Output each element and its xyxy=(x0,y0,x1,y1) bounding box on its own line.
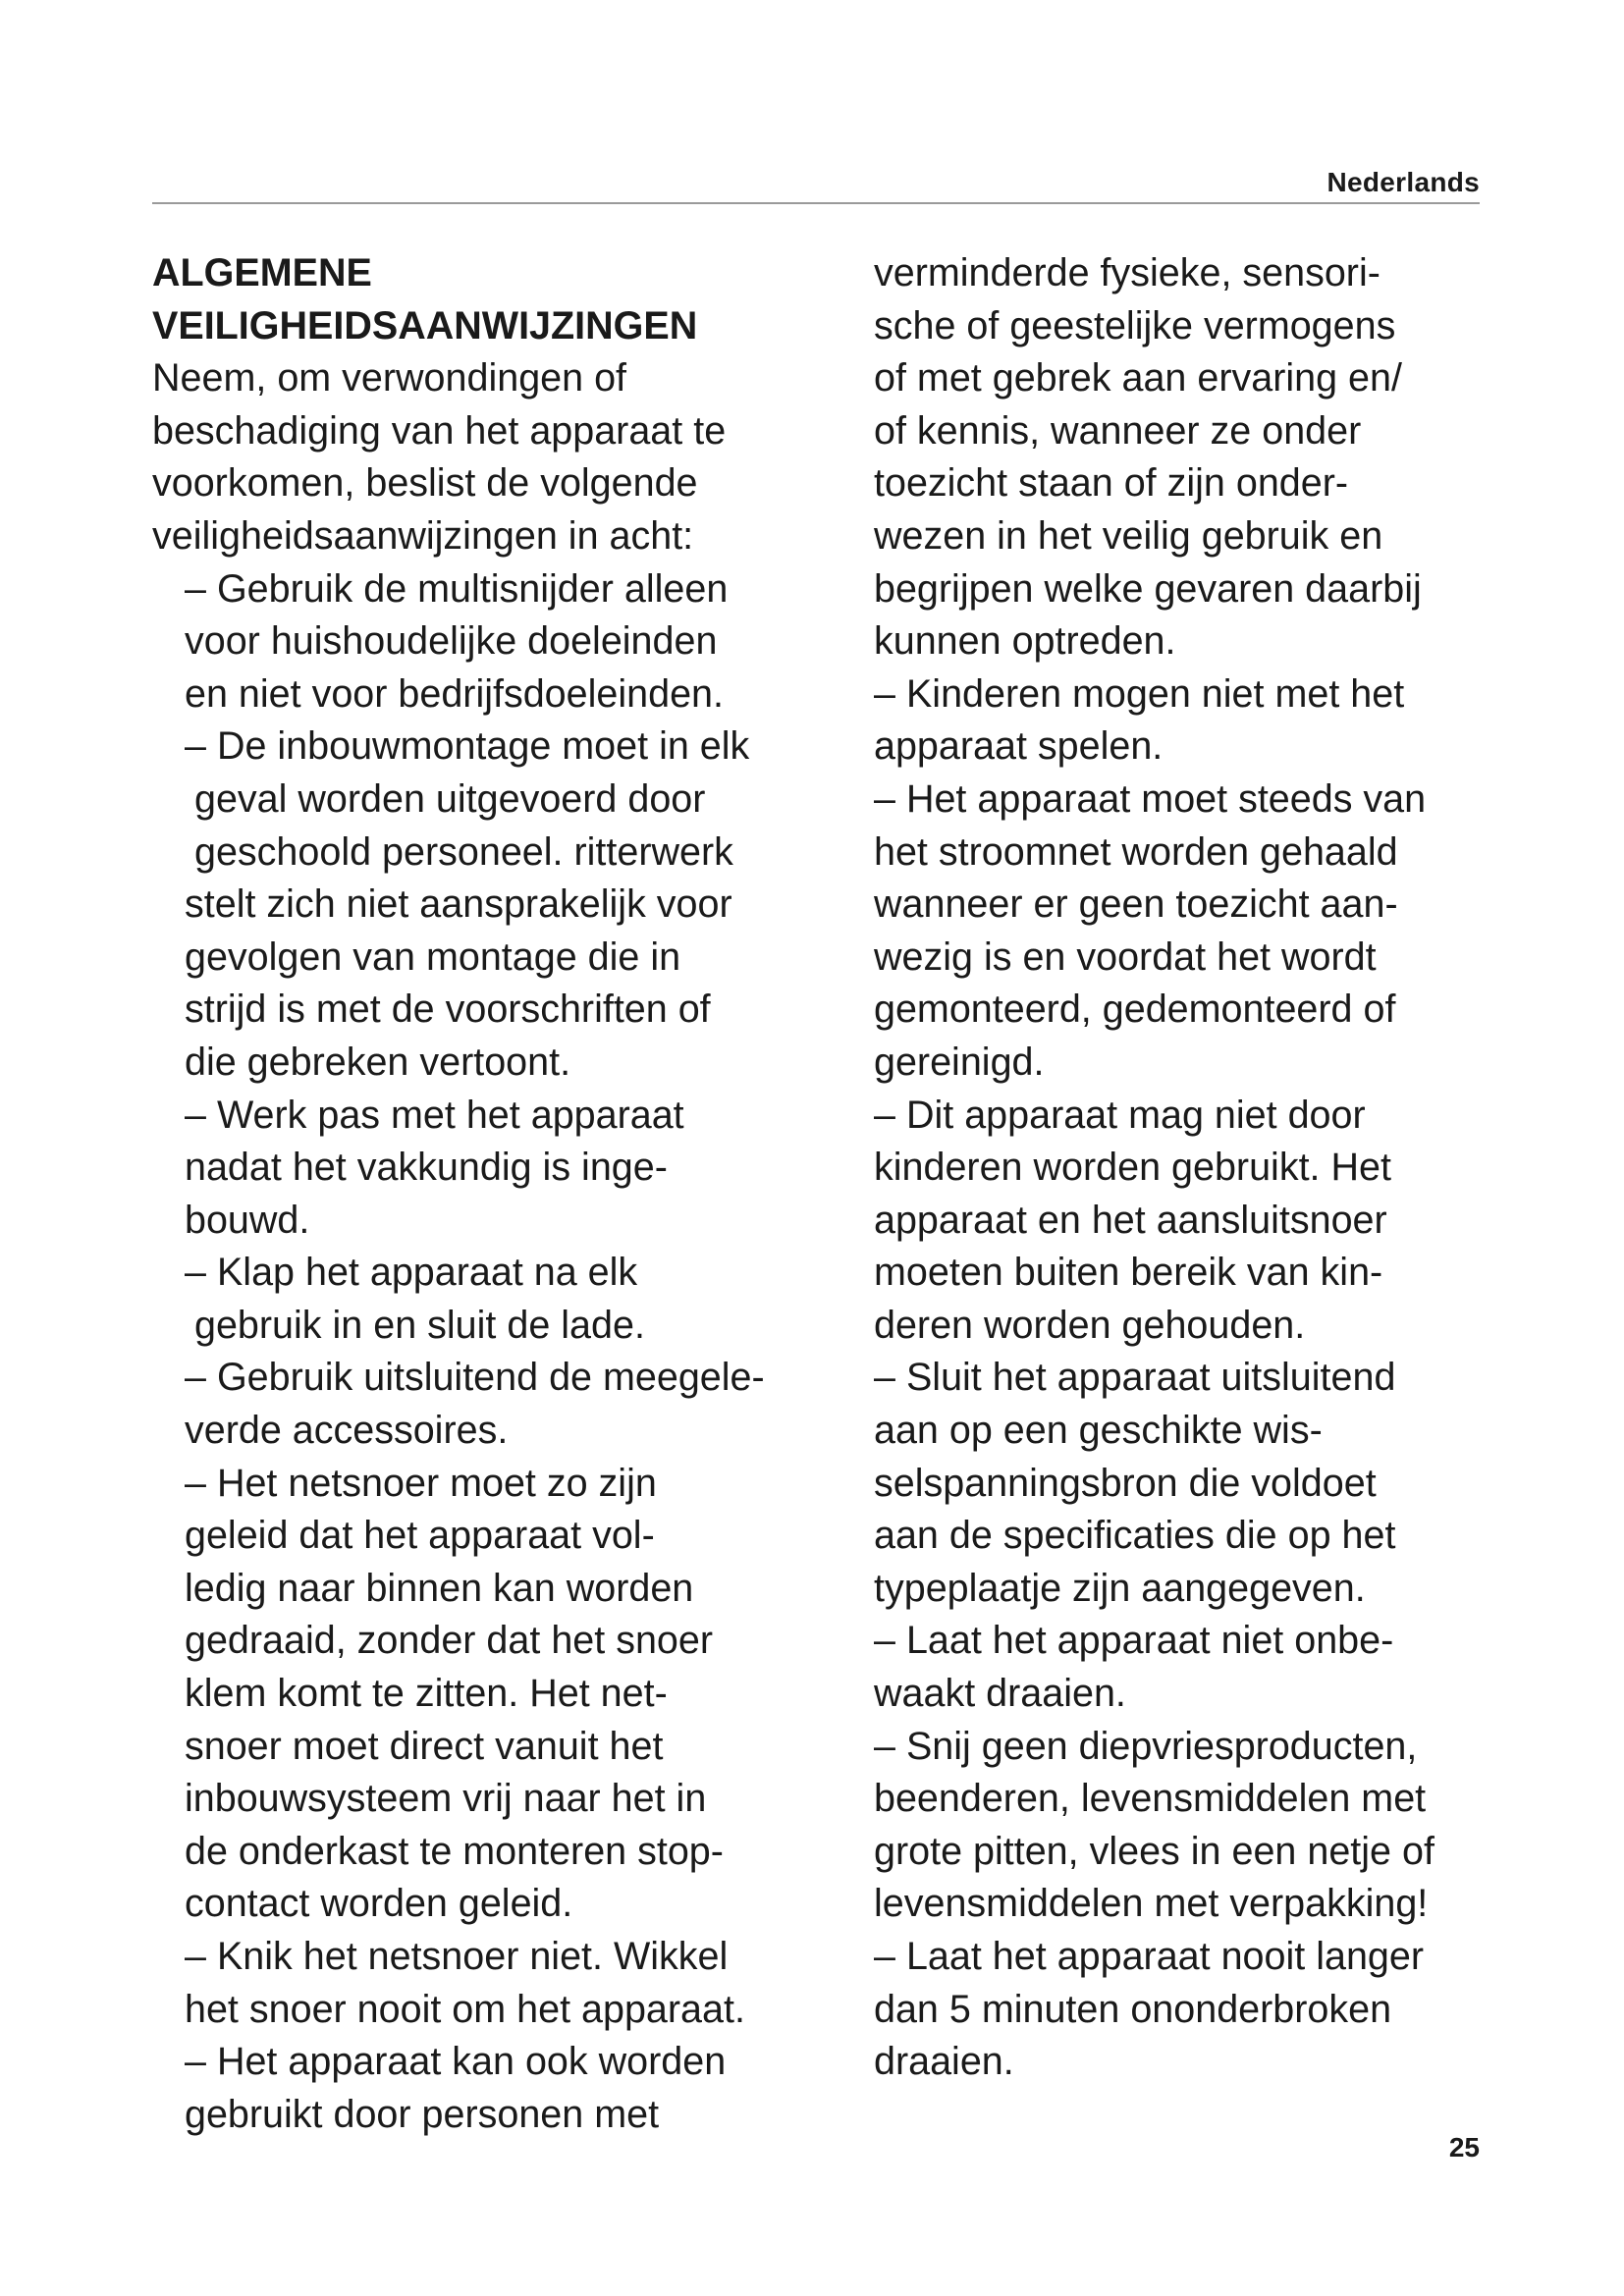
text-line: nadat het vakkundig is inge- xyxy=(185,1146,668,1190)
text-line: – Knik het netsnoer niet. Wikkel xyxy=(185,1935,729,1978)
text-line: draaien. xyxy=(874,2040,1014,2084)
text-line: kinderen worden gebruikt. Het xyxy=(874,1146,1391,1190)
text-line: – Kinderen mogen niet met het xyxy=(874,671,1405,716)
safety-list xyxy=(152,563,859,2142)
text-line: – Gebruik de multisnijder alleen xyxy=(185,566,729,611)
text-line: selspanningsbron die voldoet xyxy=(874,1461,1377,1505)
text-line: inbouwsysteem vrij naar het in xyxy=(185,1777,707,1821)
text-line: typeplaatje zijn aangegeven. xyxy=(874,1566,1366,1610)
safety-list-continued xyxy=(874,247,1522,2089)
page-number: 25 xyxy=(1448,2132,1480,2163)
text-line: kunnen optreden. xyxy=(874,619,1176,664)
text-line: – Dit apparaat mag niet door xyxy=(874,1093,1366,1137)
text-line: klem komt te zitten. Het net- xyxy=(185,1672,668,1716)
text-line: geleid dat het apparaat vol- xyxy=(185,1514,655,1558)
text-line: ledig naar binnen kan worden xyxy=(185,1566,694,1610)
text-line: wanneer er geen toezicht aan- xyxy=(874,882,1398,927)
title-line: ALGEMENE xyxy=(152,251,372,294)
text-line: Neem, om verwondingen of xyxy=(152,356,627,400)
text-line: begrijpen welke gevaren daarbij xyxy=(874,566,1422,611)
text-line: beschadiging van het apparaat te xyxy=(152,408,727,453)
text-line: het snoer nooit om het apparaat. xyxy=(185,1987,745,2031)
text-line: gevolgen van montage die in xyxy=(185,934,681,979)
text-line: waakt draaien. xyxy=(874,1672,1126,1716)
text-line: gereinigd. xyxy=(874,1040,1045,1084)
text-line: gemonteerd, gedemonteerd of xyxy=(874,988,1396,1032)
text-line: – Het apparaat kan ook worden xyxy=(185,2040,727,2084)
text-line: gebruik in en sluit de lade. xyxy=(194,1303,645,1347)
text-line: gebruikt door personen met xyxy=(185,2092,660,2136)
text-line: contact worden geleid. xyxy=(185,1882,573,1926)
text-line: – Werk pas met het apparaat xyxy=(185,1093,684,1137)
text-line: – Het apparaat moet steeds van xyxy=(874,776,1427,821)
text-line: sche of geestelijke vermogens xyxy=(874,303,1396,347)
text-line: beenderen, levensmiddelen met xyxy=(874,1777,1427,1821)
text-line: – Klap het apparaat na elk xyxy=(185,1251,638,1295)
text-line: bouwd. xyxy=(185,1198,310,1242)
left-column xyxy=(152,247,859,2141)
right-column xyxy=(874,247,1522,2089)
text-line: – Het netsnoer moet zo zijn xyxy=(185,1461,657,1505)
text-line: moeten buiten bereik van kin- xyxy=(874,1251,1383,1295)
text-line: die gebreken vertoont. xyxy=(185,1040,571,1084)
text-line: of kennis, wanneer ze onder xyxy=(874,408,1362,453)
text-line: geschoold personeel. ritterwerk xyxy=(194,829,733,874)
text-line: – Laat het apparaat nooit langer xyxy=(874,1935,1425,1978)
text-line: apparaat en het aansluitsnoer xyxy=(874,1198,1387,1242)
text-line: – Gebruik uitsluitend de meegele- xyxy=(185,1356,765,1400)
text-line: – Laat het apparaat niet onbe- xyxy=(874,1619,1394,1663)
text-line: en niet voor bedrijfsdoeleinden. xyxy=(185,671,724,716)
text-line: verde accessoires. xyxy=(185,1409,509,1453)
text-line: geval worden uitgevoerd door xyxy=(194,776,706,821)
title-line: VEILIGHEIDSAANWIJZINGEN xyxy=(152,303,698,347)
text-line: – Sluit het apparaat uitsluitend xyxy=(874,1356,1396,1400)
text-line: – De inbouwmontage moet in elk xyxy=(185,724,750,769)
text-line: strijd is met de voorschriften of xyxy=(185,988,711,1032)
text-line: deren worden gehouden. xyxy=(874,1303,1306,1347)
text-line: – Snij geen diepvriesproducten, xyxy=(874,1724,1418,1768)
text-line: stelt zich niet aansprakelijk voor xyxy=(185,882,732,927)
text-line: verminderde fysieke, sensori- xyxy=(874,251,1380,294)
intro-paragraph xyxy=(152,352,859,562)
text-line: veiligheidsaanwijzingen in acht: xyxy=(152,513,694,558)
text-line: het stroomnet worden gehaald xyxy=(874,829,1398,874)
section-title xyxy=(152,247,859,352)
header-divider xyxy=(152,202,1480,204)
header-language: Nederlands xyxy=(1326,167,1480,197)
text-line: wezig is en voordat het wordt xyxy=(874,934,1377,979)
text-line: toezicht staan of zijn onder- xyxy=(874,461,1349,506)
text-line: levensmiddelen met verpakking! xyxy=(874,1882,1429,1926)
text-line: snoer moet direct vanuit het xyxy=(185,1724,664,1768)
text-line: of met gebrek aan ervaring en/ xyxy=(874,356,1402,400)
text-line: voor huishoudelijke doeleinden xyxy=(185,619,718,664)
text-line: voorkomen, beslist de volgende xyxy=(152,461,698,506)
text-line: apparaat spelen. xyxy=(874,724,1164,769)
text-line: dan 5 minuten ononderbroken xyxy=(874,1987,1392,2031)
text-line: gedraaid, zonder dat het snoer xyxy=(185,1619,714,1663)
text-line: aan op een geschikte wis- xyxy=(874,1409,1323,1453)
text-line: wezen in het veilig gebruik en xyxy=(874,513,1383,558)
text-line: aan de specificaties die op het xyxy=(874,1514,1396,1558)
text-line: de onderkast te monteren stop- xyxy=(185,1829,724,1873)
text-line: grote pitten, vlees in een netje of xyxy=(874,1829,1435,1873)
